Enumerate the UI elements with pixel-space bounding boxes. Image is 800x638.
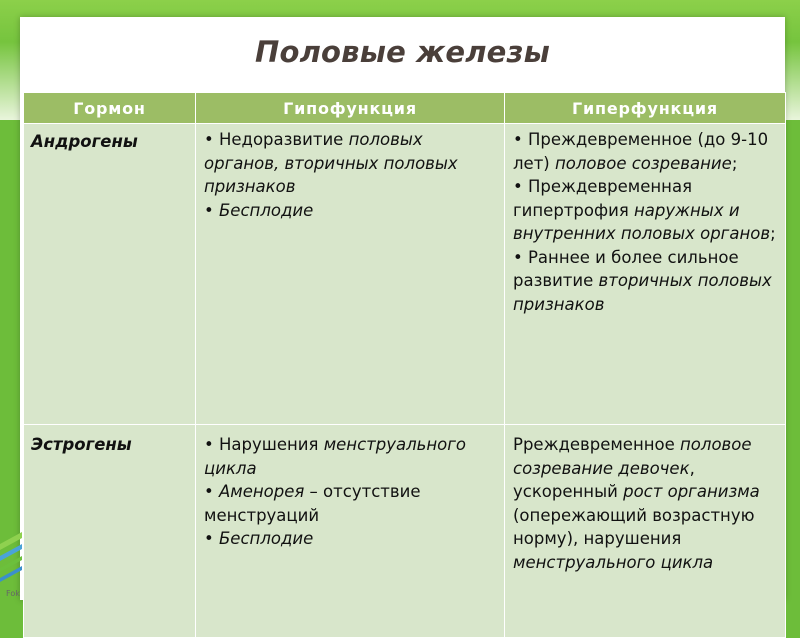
text-fragment: Рреждевременное [513,435,681,454]
text-fragment: половое созревание девочек [513,435,752,478]
header-hormone: Гормон [24,93,196,124]
bullet: • [204,435,219,454]
text-fragment: менструального цикла [513,552,714,572]
text-fragment: половое созревание [555,153,732,173]
list-item [513,175,777,246]
text-fragment: ; [731,153,738,173]
hyperfunction-cell [505,425,786,638]
slide [20,17,785,600]
decorative-stripes [0,524,22,594]
list-item [204,128,496,199]
list-item [204,527,496,551]
bullet: • [204,200,219,220]
table-header-row [24,93,786,124]
bullet: • [204,529,219,548]
hypofunction-cell [196,124,505,425]
list-item [204,433,496,480]
text-fragment: – отсутствие менструаций [204,482,421,525]
bullet: • [204,482,219,501]
hypofunction-cell [196,425,505,638]
text-fragment: Недоразвитие [218,130,349,149]
text-fragment: менструального цикла [204,435,467,478]
text-fragment: наружных и внутренних половых органов [513,200,771,243]
hormone-table [23,92,786,638]
list-item [513,128,777,175]
text-fragment: Бесплодие [218,200,314,220]
text-fragment: ; [770,224,776,243]
text-fragment: Преждевременная гипертрофия [513,177,693,220]
hyperfunction-cell [505,124,786,425]
list-item [204,199,496,223]
text-fragment: Раннее и более сильное развитие [513,247,739,290]
hormone-cell: Андрогены [24,124,196,425]
bullet: • [513,177,528,196]
table-row [24,425,786,638]
bullet: • [513,130,528,149]
hormone-cell: Эстрогены [24,425,196,638]
header-hypofunction: Гипофункция [196,93,505,124]
text-fragment: Преждевременное (до 9-10 лет) [513,130,769,173]
bullet: • [513,247,528,267]
text-fragment: Аменорея [218,482,305,501]
header-hyperfunction: Гиперфункция [505,93,786,124]
footer-label: Fok [6,589,20,598]
list-item [204,480,496,527]
bullet: • [204,130,219,149]
text-fragment: половых органов, вторичных половых признаков [204,130,458,196]
text-fragment: Бесплодие [218,529,314,548]
slide-title: Половые железы [254,35,550,69]
text-fragment: Нарушения [218,435,324,454]
text-fragment: (опережающий возрастную норму), нарушения [513,505,755,548]
list-item [513,246,777,317]
table-row [24,124,786,425]
text-fragment: , ускоренный [513,458,695,501]
text-fragment: рост организма [623,482,760,501]
list-item [513,433,777,574]
text-fragment: вторичных половых признаков [513,271,772,314]
